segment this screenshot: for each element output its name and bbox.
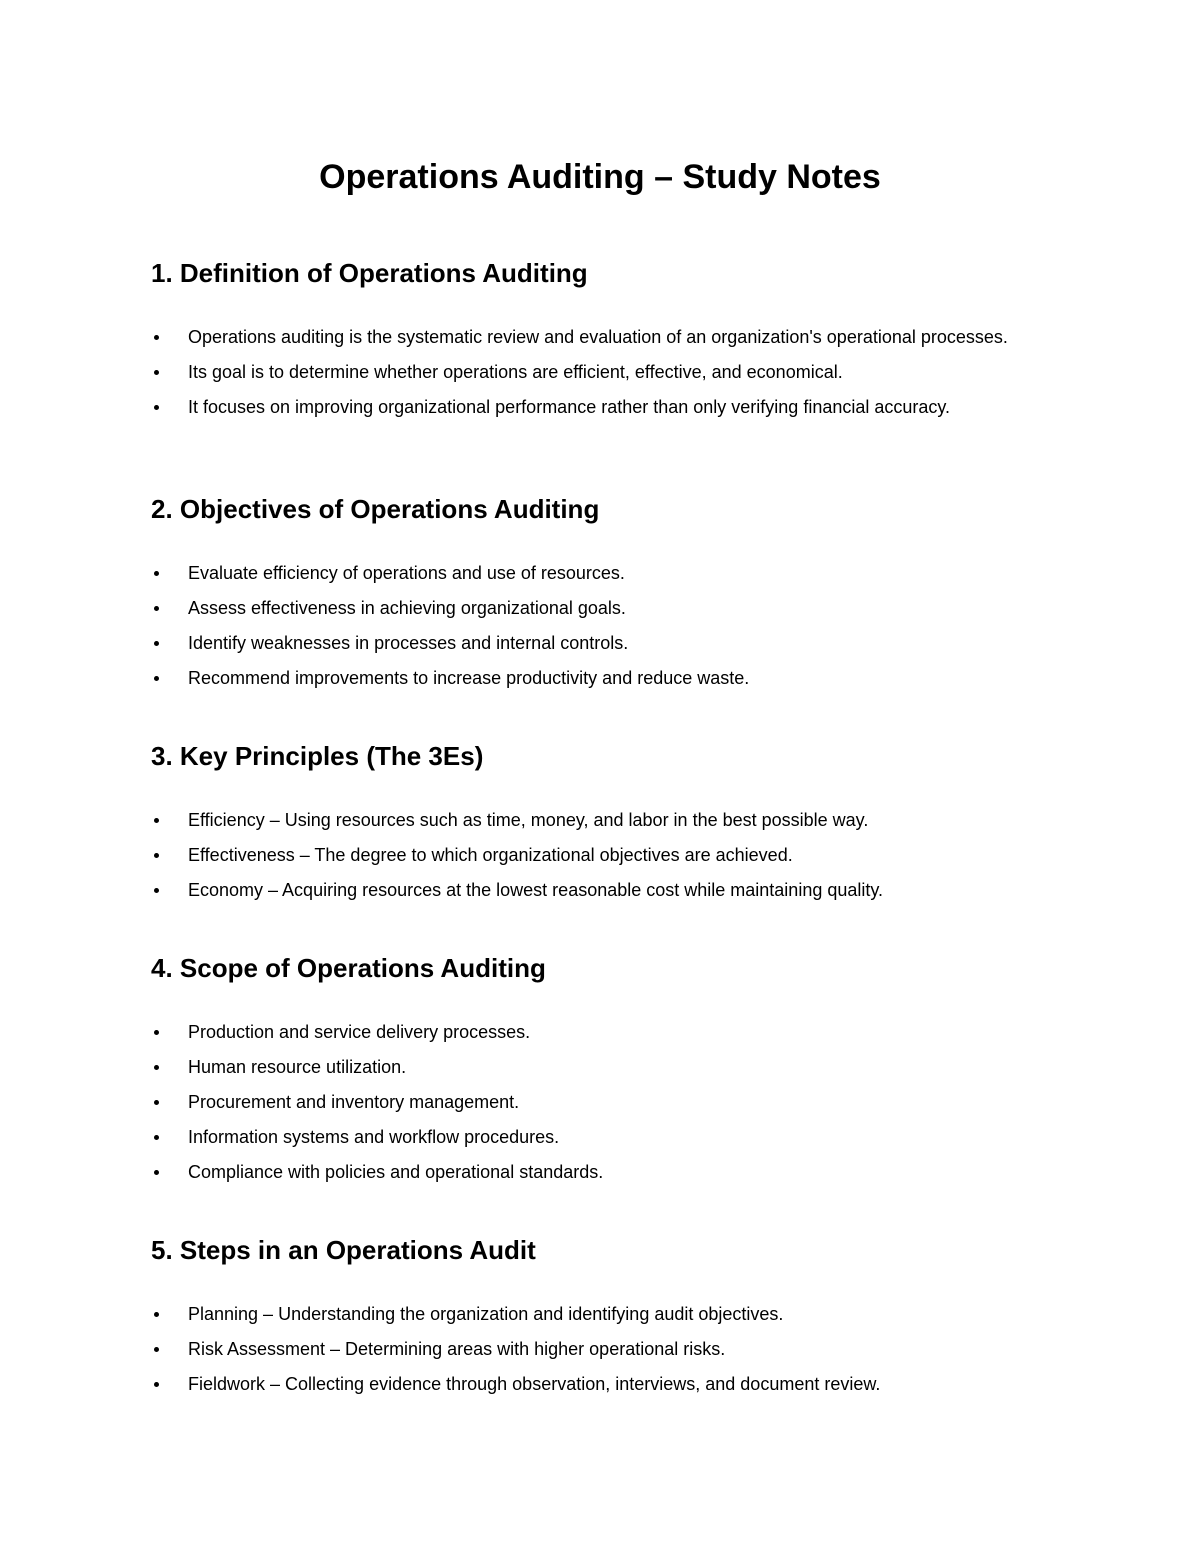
bullet-icon — [154, 1135, 159, 1140]
list-item-text: Procurement and inventory management. — [188, 1092, 520, 1112]
bullet-list — [151, 808, 1018, 913]
list-item-text: Assess effectiveness in achieving organizational goals. — [188, 598, 626, 618]
bullet-icon — [154, 405, 159, 410]
section-key-principles — [151, 739, 1051, 900]
section-objectives — [151, 492, 1051, 688]
section-heading: 2. Objectives of Operations Auditing — [151, 494, 600, 524]
list-item-text: Economy – Acquiring resources at the lowest reasonable cost while maintaining quality. — [188, 880, 884, 900]
list-item — [151, 1055, 1018, 1079]
bullet-icon — [154, 370, 159, 375]
list-item-text: Effectiveness – The degree to which organizational objectives are achieved. — [188, 845, 793, 865]
bullet-icon — [154, 676, 159, 681]
list-item — [151, 1020, 1018, 1044]
bullet-list — [151, 1302, 1018, 1407]
list-item-text: Fieldwork – Collecting evidence through observation, interviews, and document review. — [188, 1374, 881, 1394]
list-item — [151, 1125, 1018, 1149]
section-heading: 1. Definition of Operations Auditing — [151, 258, 588, 288]
bullet-icon — [154, 1065, 159, 1070]
list-item-text: It focuses on improving organizational performance rather than only verifying financial accuracy. — [188, 397, 951, 417]
bullet-icon — [154, 888, 159, 893]
list-item — [151, 843, 1018, 867]
list-item-text: Planning – Understanding the organization and identifying audit objectives. — [188, 1304, 784, 1324]
list-item — [151, 631, 1018, 655]
list-item-text: Information systems and workflow procedures. — [188, 1127, 560, 1147]
bullet-icon — [154, 818, 159, 823]
section-scope — [151, 951, 1051, 1182]
section-heading: 5. Steps in an Operations Audit — [151, 1235, 536, 1265]
list-item-text: Evaluate efficiency of operations and use of resources. — [188, 563, 625, 583]
list-item — [151, 1302, 1018, 1326]
list-item-text: Production and service delivery processes. — [188, 1022, 531, 1042]
list-item — [151, 808, 1018, 832]
list-item — [151, 395, 1018, 419]
bullet-icon — [154, 606, 159, 611]
bullet-icon — [154, 853, 159, 858]
bullet-list — [151, 325, 1018, 430]
bullet-icon — [154, 641, 159, 646]
section-heading: 4. Scope of Operations Auditing — [151, 953, 546, 983]
list-item-text: Recommend improvements to increase productivity and reduce waste. — [188, 668, 750, 688]
list-item — [151, 1160, 1018, 1184]
list-item-text: Its goal is to determine whether operations are efficient, effective, and economical. — [188, 362, 843, 382]
list-item-text: Compliance with policies and operational standards. — [188, 1162, 604, 1182]
list-item — [151, 666, 1018, 690]
section-steps — [151, 1233, 1051, 1394]
bullet-icon — [154, 1170, 159, 1175]
bullet-icon — [154, 571, 159, 576]
document-title: Operations Auditing – Study Notes — [319, 158, 881, 196]
list-item — [151, 561, 1018, 585]
list-item — [151, 1372, 1018, 1396]
bullet-list — [151, 561, 1018, 701]
section-definition — [151, 256, 1051, 417]
bullet-icon — [154, 1382, 159, 1387]
section-heading: 3. Key Principles (The 3Es) — [151, 741, 484, 771]
list-item — [151, 1090, 1018, 1114]
list-item — [151, 596, 1018, 620]
list-item — [151, 325, 1018, 349]
list-item — [151, 878, 1018, 902]
bullet-icon — [154, 335, 159, 340]
list-item-text: Efficiency – Using resources such as time, money, and labor in the best possible way. — [188, 810, 869, 830]
bullet-icon — [154, 1347, 159, 1352]
list-item-text: Operations auditing is the systematic review and evaluation of an organization's operational processes. — [188, 327, 1008, 347]
list-item-text: Human resource utilization. — [188, 1057, 407, 1077]
list-item-text: Identify weaknesses in processes and internal controls. — [188, 633, 629, 653]
list-item — [151, 1337, 1018, 1361]
bullet-icon — [154, 1030, 159, 1035]
list-item-text: Risk Assessment – Determining areas with higher operational risks. — [188, 1339, 726, 1359]
bullet-icon — [154, 1312, 159, 1317]
bullet-list — [151, 1020, 1018, 1195]
bullet-icon — [154, 1100, 159, 1105]
list-item — [151, 360, 1018, 384]
